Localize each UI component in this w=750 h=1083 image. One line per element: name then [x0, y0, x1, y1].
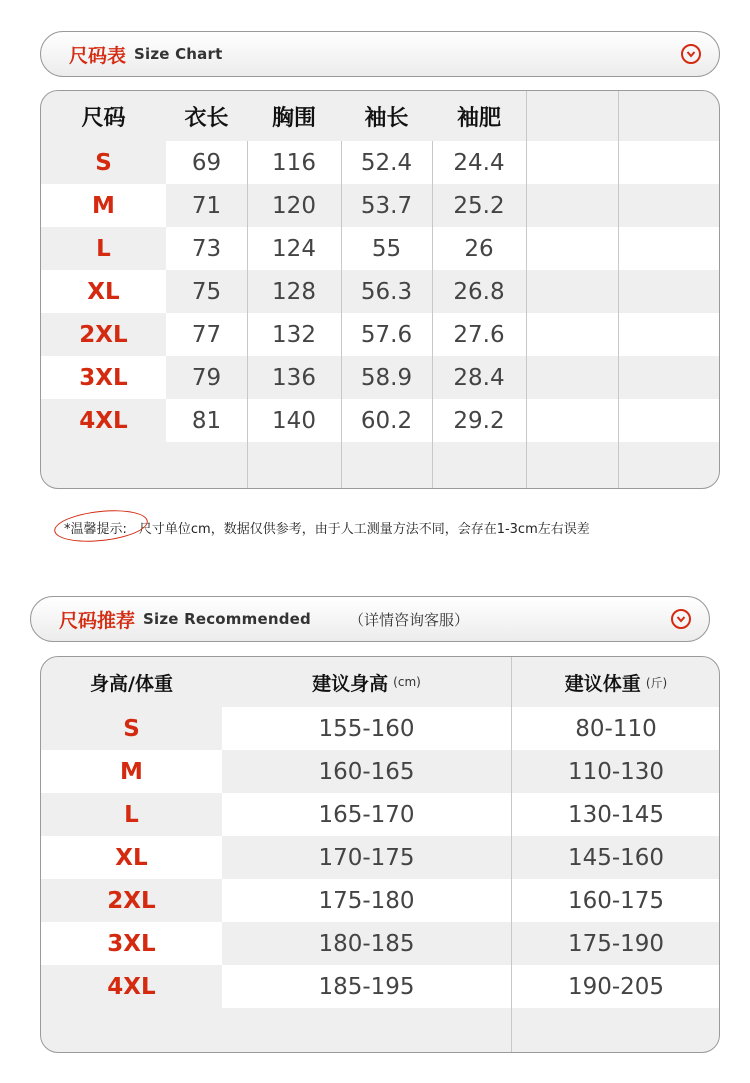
height-range-cell: 160-165	[318, 758, 415, 785]
size-label: XL	[115, 844, 148, 871]
column-header-unit: (cm)	[393, 675, 421, 689]
measurement-cell: 81	[191, 407, 222, 434]
column-header: 袖肥	[456, 105, 501, 131]
column-divider	[526, 141, 527, 488]
measurement-cell: 53.7	[360, 192, 413, 219]
measurement-cell: 77	[191, 321, 222, 348]
measurement-cell: 79	[191, 364, 222, 391]
size-label: XL	[87, 278, 120, 305]
measurement-cell: 58.9	[360, 364, 413, 391]
size-chart-header[interactable]	[40, 31, 720, 77]
weight-range-cell: 190-205	[567, 973, 665, 1000]
column-header: 胸围	[271, 105, 316, 131]
measurement-cell: 73	[191, 235, 222, 262]
measurement-cell: 27.6	[453, 321, 505, 348]
chevron-down-icon[interactable]	[681, 44, 701, 64]
measurement-cell: 24.4	[453, 149, 505, 176]
chevron-down-icon[interactable]	[671, 609, 691, 629]
weight-range-cell: 80-110	[575, 715, 657, 742]
size-label: M	[120, 758, 143, 785]
table-row	[41, 922, 719, 965]
column-header-label: 建议体重	[564, 672, 641, 695]
size-label: 3XL	[79, 364, 128, 391]
column-divider	[618, 91, 619, 141]
height-range-cell: 180-185	[318, 930, 415, 957]
table-row	[41, 879, 719, 922]
measurement-cell: 26	[464, 235, 494, 262]
size-chart-title-en: Size Chart	[134, 45, 223, 63]
size-label: L	[124, 801, 139, 828]
column-header: 衣长	[184, 105, 229, 131]
column-header	[526, 91, 618, 141]
size-chart-title-zh: 尺码表	[69, 44, 127, 67]
height-range-cell: 165-170	[318, 801, 415, 828]
size-chart-table	[40, 90, 720, 489]
height-range-cell: 170-175	[318, 844, 415, 871]
customer-service-note: （详情咨询客服）	[348, 610, 469, 629]
measurement-cell: 71	[191, 192, 222, 219]
size-label: 4XL	[79, 407, 128, 434]
weight-range-cell: 160-175	[567, 887, 665, 914]
column-header: 袖长	[364, 105, 409, 131]
column-divider	[526, 91, 527, 141]
size-label: 4XL	[107, 973, 156, 1000]
measurement-cell: 29.2	[453, 407, 505, 434]
measurement-cell: 116	[272, 149, 316, 176]
table-row	[41, 793, 719, 836]
column-divider	[341, 141, 342, 488]
measurement-cell: 60.2	[360, 407, 413, 434]
measurement-cell: 124	[272, 235, 316, 262]
size-label: S	[95, 149, 112, 176]
column-header	[618, 91, 720, 141]
height-range-cell: 175-180	[318, 887, 415, 914]
measurement-cell: 28.4	[453, 364, 505, 391]
size-recommended-table	[40, 656, 720, 1053]
column-header	[222, 657, 511, 707]
column-header: 尺码	[81, 105, 126, 131]
table-row	[41, 750, 719, 793]
measurement-cell: 140	[272, 407, 316, 434]
size-recommended-header-row	[41, 657, 719, 707]
size-label: M	[92, 192, 115, 219]
measurement-cell: 56.3	[360, 278, 413, 305]
tip-label: *温馨提示:	[58, 516, 133, 539]
column-header-label: 身高/体重	[90, 672, 173, 695]
column-header	[511, 657, 720, 707]
column-divider	[247, 141, 248, 488]
size-recommended-header[interactable]	[30, 596, 710, 642]
measurement-cell: 75	[191, 278, 222, 305]
size-recommended-title-en: Size Recommended	[143, 610, 311, 628]
measurement-cell: 25.2	[453, 192, 505, 219]
measurement-cell: 55	[371, 235, 402, 262]
table-row	[41, 965, 719, 1008]
column-divider	[511, 657, 512, 1052]
table-row	[41, 836, 719, 879]
table-row	[41, 707, 719, 750]
measurement-cell: 128	[272, 278, 316, 305]
column-header	[41, 657, 222, 707]
measurement-cell: 136	[272, 364, 316, 391]
weight-range-cell: 110-130	[567, 758, 665, 785]
weight-range-cell: 130-145	[567, 801, 665, 828]
measurement-tip	[58, 516, 590, 539]
height-range-cell: 155-160	[318, 715, 415, 742]
size-label: S	[123, 715, 140, 742]
measurement-cell: 132	[272, 321, 316, 348]
size-label: 2XL	[107, 887, 156, 914]
measurement-cell: 26.8	[453, 278, 505, 305]
column-divider	[618, 141, 619, 488]
column-divider	[432, 141, 433, 488]
size-label: 2XL	[79, 321, 128, 348]
column-header-label: 建议身高	[312, 672, 389, 695]
size-recommended-title-zh: 尺码推荐	[59, 609, 136, 632]
size-label: 3XL	[107, 930, 156, 957]
height-range-cell: 185-195	[318, 973, 415, 1000]
weight-range-cell: 175-190	[567, 930, 665, 957]
tip-text: 尺寸单位cm，数据仅供参考，由于人工测量方法不同，会存在1-3cm左右误差	[138, 522, 590, 537]
column-header-unit: (斤)	[645, 675, 668, 690]
measurement-cell: 120	[272, 192, 316, 219]
measurement-cell: 69	[191, 149, 222, 176]
measurement-cell: 57.6	[360, 321, 413, 348]
weight-range-cell: 145-160	[567, 844, 665, 871]
size-label: L	[96, 235, 111, 262]
measurement-cell: 52.4	[360, 149, 413, 176]
